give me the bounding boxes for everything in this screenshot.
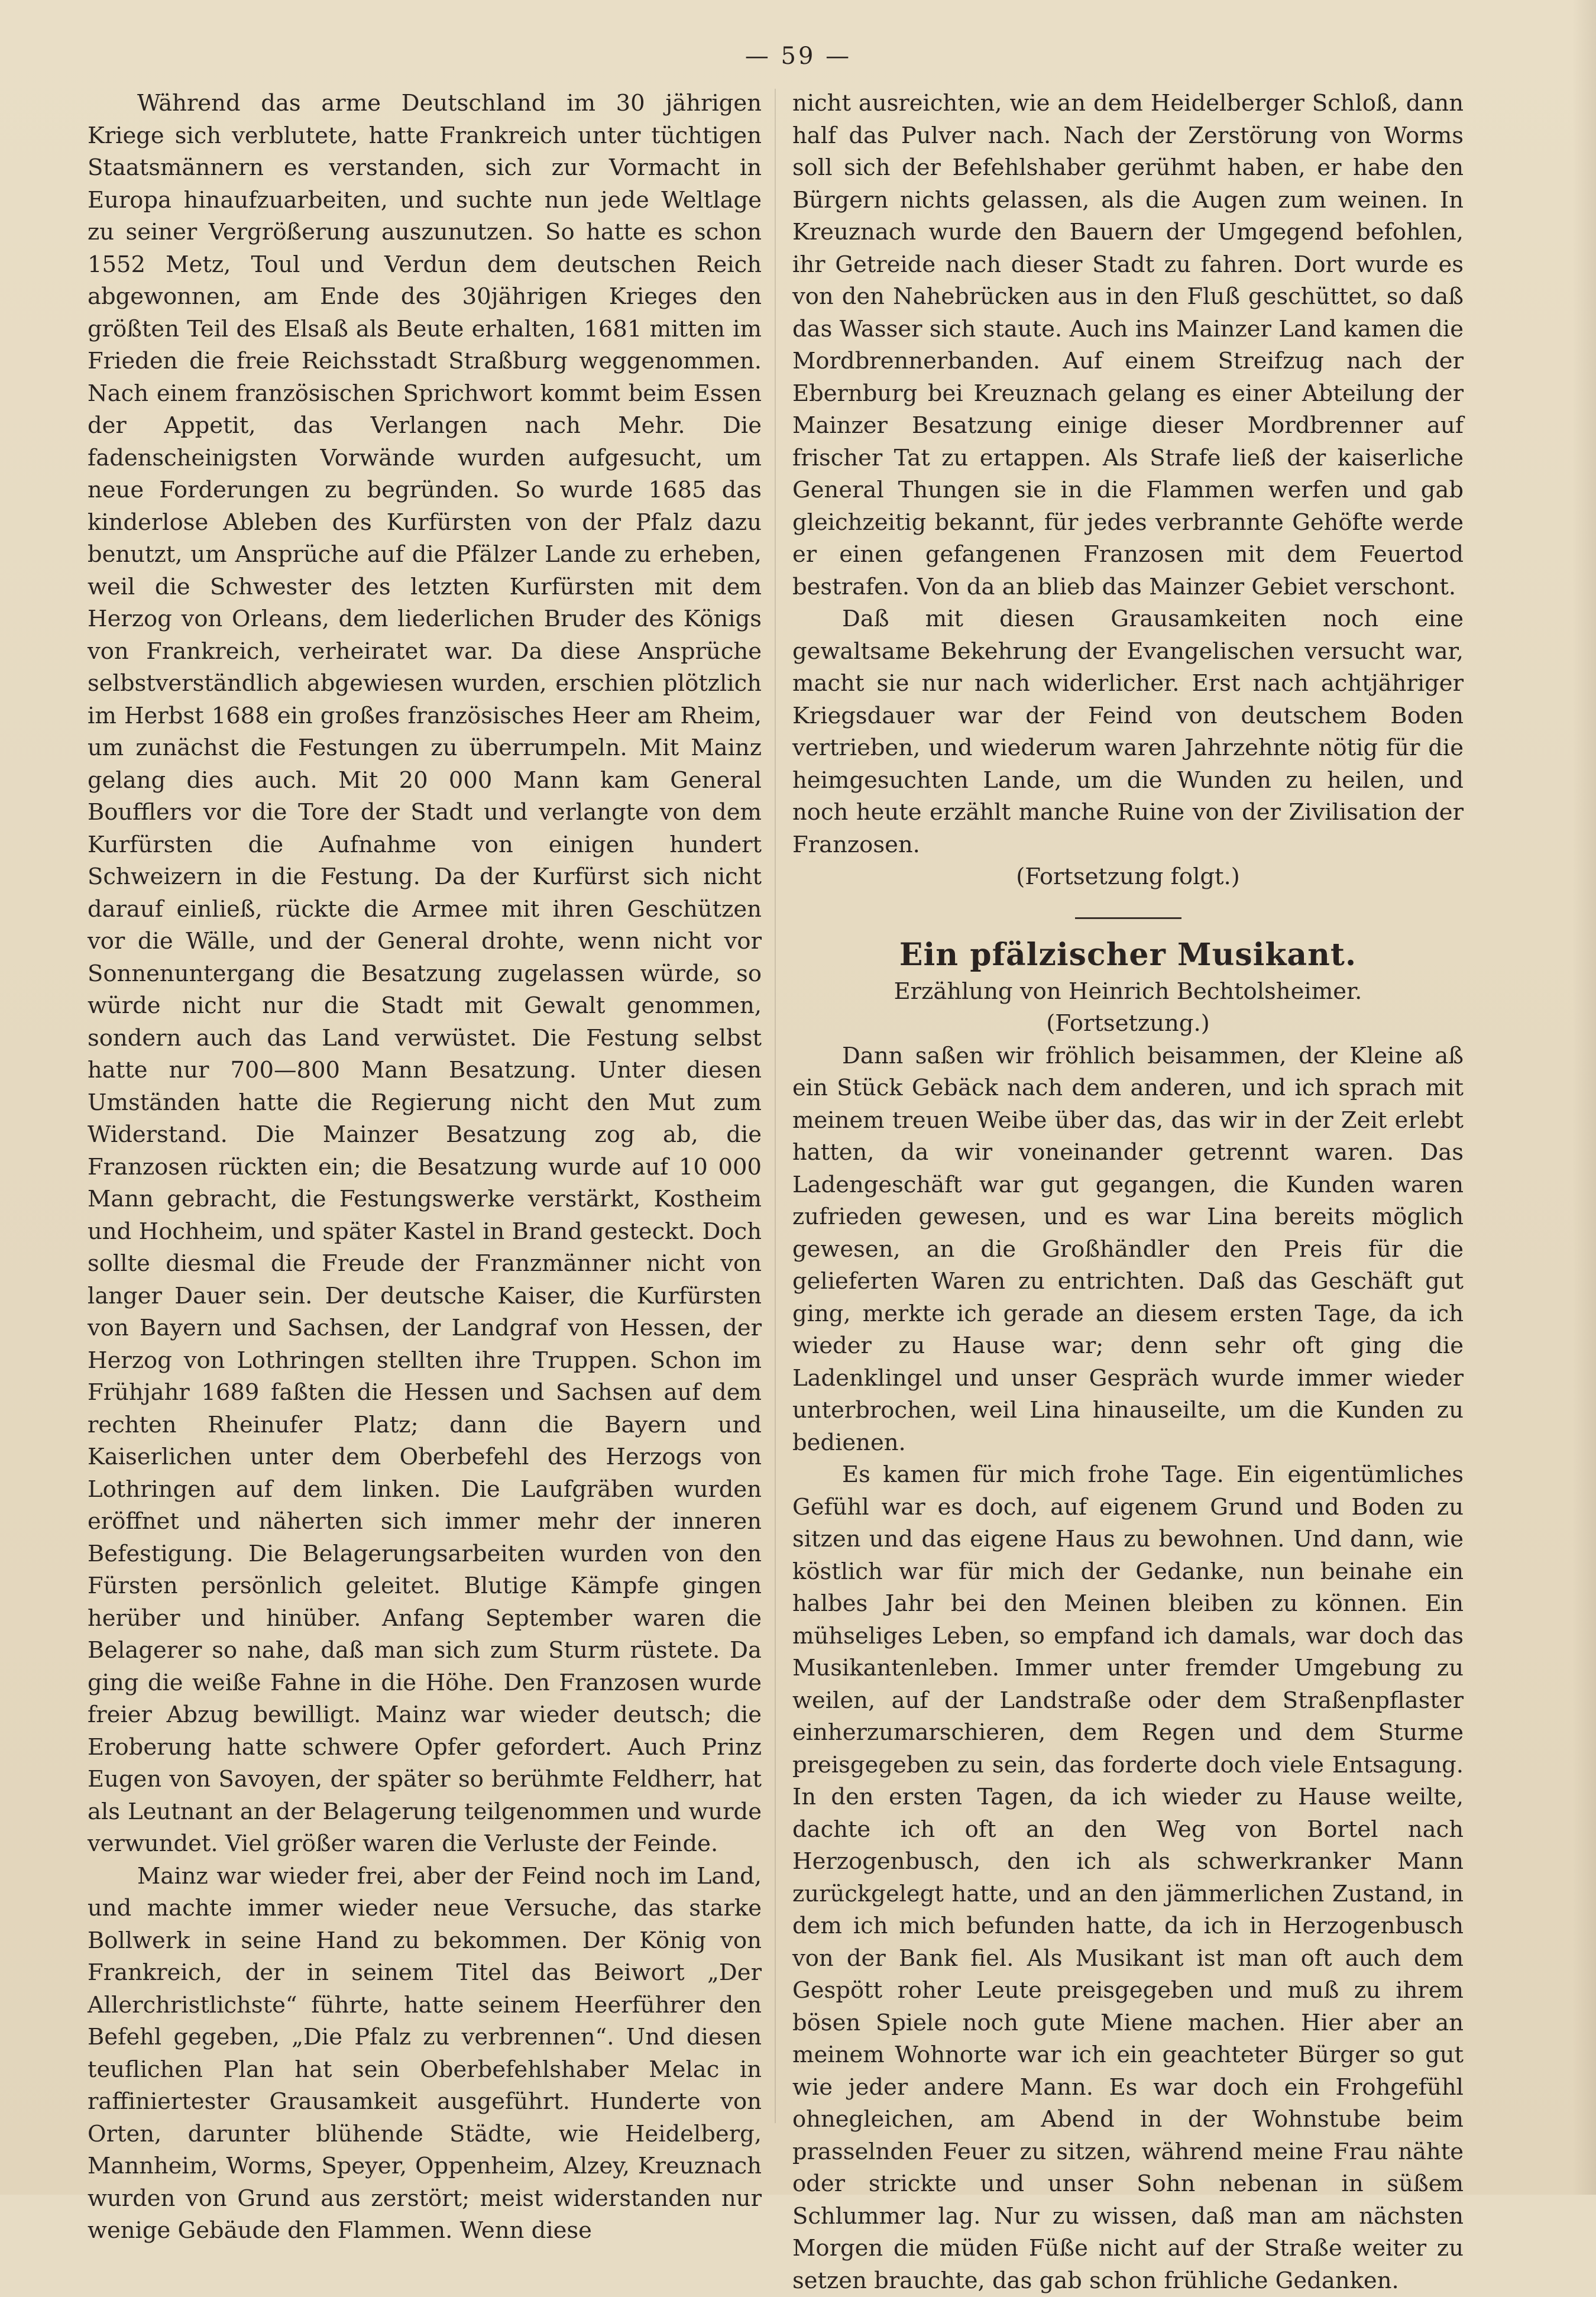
article-paragraph: nicht ausreichten, wie an dem Heidelberger Schloß, dann half das Pulver nach. Nach der Zerstörung von Worms soll sich der Befehlshaber gerühmt haben, er habe den Bürgern nichts gelassen, als die Augen zum weinen. In Kreuznach wurde den Bauern der Umgegend befohlen, ihr Getreide nach dieser Stadt zu fahren. Dort wurde es von den Nahebrücken aus in den Fluß geschüttet, so daß das Wasser sich staute. Auch ins Mainzer Land kamen die Mordbrennerbanden. Auf einem Streifzug nach der Ebernburg bei Kreuznach gelang es einer Abteilung der Mainzer Besatzung einige dieser Mordbrenner auf frischer Tat zu ertappen. Als Strafe ließ der kaiserliche General Thungen sie in die Flammen werfen und gab gleichzeitig bekannt, für jedes verbrannte Gehöfte werde er einen gefangenen Franzosen mit dem Feuertod bestrafen. Von da an blieb das Mainzer Gebiet verschont. (792, 90, 1464, 600)
page-edge-shadow (1572, 0, 1596, 2195)
story-paragraph: Es kamen für mich frohe Tage. Ein eigentümliches Gefühl war es doch, auf eigenem Grund und Boden zu sitzen und das eigene Haus zu bewohnen. Und dann, wie köstlich war für mich der Gedanke, nun beinahe ein halbes Jahr bei den Meinen bleiben zu können. Ein mühseliges Leben, so empfand ich damals, war doch das Musikantenleben. Immer unter fremder Umgebung zu weilen, auf der Landstraße oder dem Straßenpflaster einherzumarschieren, dem Regen und dem Sturme preisgegeben zu sein, das forderte doch viele Entsagung. In den ersten Tagen, da ich wieder zu Hause weilte, dachte ich oft an den Weg von Bortel nach Herzogenbusch, den ich als schwerkranker Mann zurückgelegt hatte, und an den jämmerlichen Zustand, in dem ich mich befunden hatte, da ich in Herzogenbusch von der Bank fiel. Als Musikant ist man oft auch dem Gespött roher Leute preisgegeben und muß zu ihrem bösen Spiele noch gute Miene machen. Hier aber an meinem Wohnorte war ich ein geachteter Bürger so gut wie jeder andere Mann. Es war doch ein Frohgefühl ohnegleichen, am Abend in der Wohnstube beim prasselnden Feuer zu sitzen, während meine Frau nähte oder strickte und unser Sohn nebenan in süßem Schlummer lag. Nur zu wissen, daß man am nächsten Morgen die müden Füße nicht auf der Straße weiter zu setzen brauchte, das gab schon frühliche Gedanken. (792, 1461, 1464, 2294)
article-paragraph: Mainz war wieder frei, aber der Feind noch im Land, und machte immer wieder neue Versuche, das starke Bollwerk in seine Hand zu bekommen. Der König von Frankreich, der in seinem Titel das Beiwort „Der Allerchristlichste“ führte, hatte seinem Heerführer den Befehl gegeben, „Die Pfalz zu verbrennen“. Und diesen teuflichen Plan hat sein Oberbefehlshaber Melac in raffiniertester Grausamkeit ausgeführt. Hunderte von Orten, darunter blühende Städte, wie Heidelberg, Mannheim, Worms, Speyer, Oppenheim, Alzey, Kreuznach wurden von Grund aus zerstört; meist widerstanden nur wenige Gebäude den Flammen. Wenn diese (88, 1862, 762, 2244)
story-paragraph: Dann saßen wir fröhlich beisammen, der Kleine aß ein Stück Gebäck nach dem anderen, und ich sprach mit meinem treuen Weibe über das, das wir in der Zeit erlebt hatten, da wir voneinander getrennt waren. Das Ladengeschäft war gut gegangen, die Kunden waren zufrieden gewesen, und es war Lina bereits möglich gewesen, an die Großhändler den Preis für die gelieferten Waren zu entrichten. Daß das Geschäft gut ging, merkte ich gerade an diesem ersten Tage, da ich wieder zu Hause war; denn sehr oft ging die Ladenklingel und unser Gespräch wurde immer wieder unterbrochen, weil Lina hinauseilte, um die Kunden zu bedienen. (792, 1042, 1464, 1456)
article-paragraph: Während das arme Deutschland im 30 jährigen Kriege sich verblutete, hatte Frankreich unter tüchtigen Staatsmännern es verstanden, sich zur Vormacht in Europa hinaufzuarbeiten, und suchte nun jede Weltlage zu seiner Vergrößerung auszunutzen. So hatte es schon 1552 Metz, Toul und Verdun dem deutschen Reich abgewonnen, am Ende des 30jährigen Krieges den größten Teil des Elsaß als Beute erhalten, 1681 mitten im Frieden die freie Reichsstadt Straßburg weggenommen. Nach einem französischen Sprichwort kommt beim Essen der Appetit, das Verlangen nach Mehr. Die fadenscheinigsten Vorwände wurden aufgesucht, um neue Forderungen zu begründen. So wurde 1685 das kinderlose Ableben des Kurfürsten von der Pfalz dazu benutzt, um Ansprüche auf die Pfälzer Lande zu erheben, weil die Schwester des letzten Kurfürsten mit dem Herzog von Orleans, dem liederlichen Bruder des Königs von Frankreich, verheiratet war. Da diese Ansprüche selbstverständlich abgewiesen wurden, erschien plötzlich im Herbst 1688 ein großes französisches Heer am Rheim, um zunächst die Festungen zu überrumpeln. Mit Mainz gelang dies auch. Mit 20 000 Mann kam General Boufflers vor die Tore der Stadt und verlangte von dem Kurfürsten die Aufnahme von einigen hundert Schweizern in die Festung. Da der Kurfürst sich nicht darauf einließ, rückte die Armee mit ihren Geschützen vor die Wälle, und der General drohte, wenn nicht vor Sonnenuntergang die Besatzung zugelassen würde, so würde nicht nur die Stadt mit Gewalt genommen, sondern auch das Land verwüstet. Die Festung selbst hatte nur 700—800 Mann Besatzung. Unter diesen Umständen hatte die Regierung nicht den Mut zum Widerstand. Die Mainzer Besatzung zog ab, die Franzosen rückten ein; die Besatzung wurde auf 10 000 Mann gebracht, die Festungswerke verstärkt, Kostheim und Hochheim, und später Kastel in Brand gesteckt. Doch sollte diesmal die Freude der Franzmänner nicht von langer Dauer sein. Der deutsche Kaiser, die Kurfürsten von Bayern und Sachsen, der Landgraf von Hessen, der Herzog von Lothringen stellten ihre Truppen. Schon im Frühjahr 1689 faßten die Hessen und Sachsen auf dem rechten Rheinufer Platz; dann die Bayern und Kaiserlichen unter dem Oberbefehl des Herzogs von Lothringen auf dem linken. Die Laufgräben wurden eröffnet und näherten sich immer mehr der inneren Befestigung. Die Belagerungsarbeiten wurden von den Fürsten persönlich geleitet. Blutige Kämpfe gingen herüber und hinüber. Anfang September waren die Belagerer so nahe, daß man sich zum Sturm rüstete. Da ging die weiße Fahne in die Höhe. Den Franzosen wurde freier Abzug bewilligt. Mainz war wieder deutsch; die Eroberung hatte schwere Opfer gefordert. Auch Prinz Eugen von Savoyen, der später so berühmte Feldherr, hat als Leutnant an der Belagerung teilgenommen und wurde verwundet. Viel größer waren die Verluste der Feinde. (88, 90, 762, 1857)
column-divider (775, 89, 776, 2123)
left-column (88, 88, 762, 2247)
article-paragraph: Daß mit diesen Grausamkeiten noch eine gewaltsame Bekehrung der Evangelischen versucht war, macht sie nur nach widerlicher. Erst nach achtjähriger Kriegsdauer war der Feind von deutschem Boden vertrieben, und wiederum waren Jahrzehnte nötig für die heimgesuchten Lande, um die Wunden zu heilen, und noch heute erzählt manche Ruine von der Zivilisation der Franzosen. (792, 606, 1464, 858)
section-divider (1075, 917, 1181, 919)
page-number: — 59 — (744, 43, 852, 70)
continuation-note: (Fortsetzung folgt.) (1016, 863, 1240, 890)
story-byline: Erzählung von Heinrich Bechtolsheimer. (893, 978, 1362, 1005)
story-subtitle: (Fortsetzung.) (1046, 1010, 1210, 1037)
story-title: Ein pfälzischer Musikant. (899, 936, 1357, 973)
right-column (792, 88, 1464, 2297)
